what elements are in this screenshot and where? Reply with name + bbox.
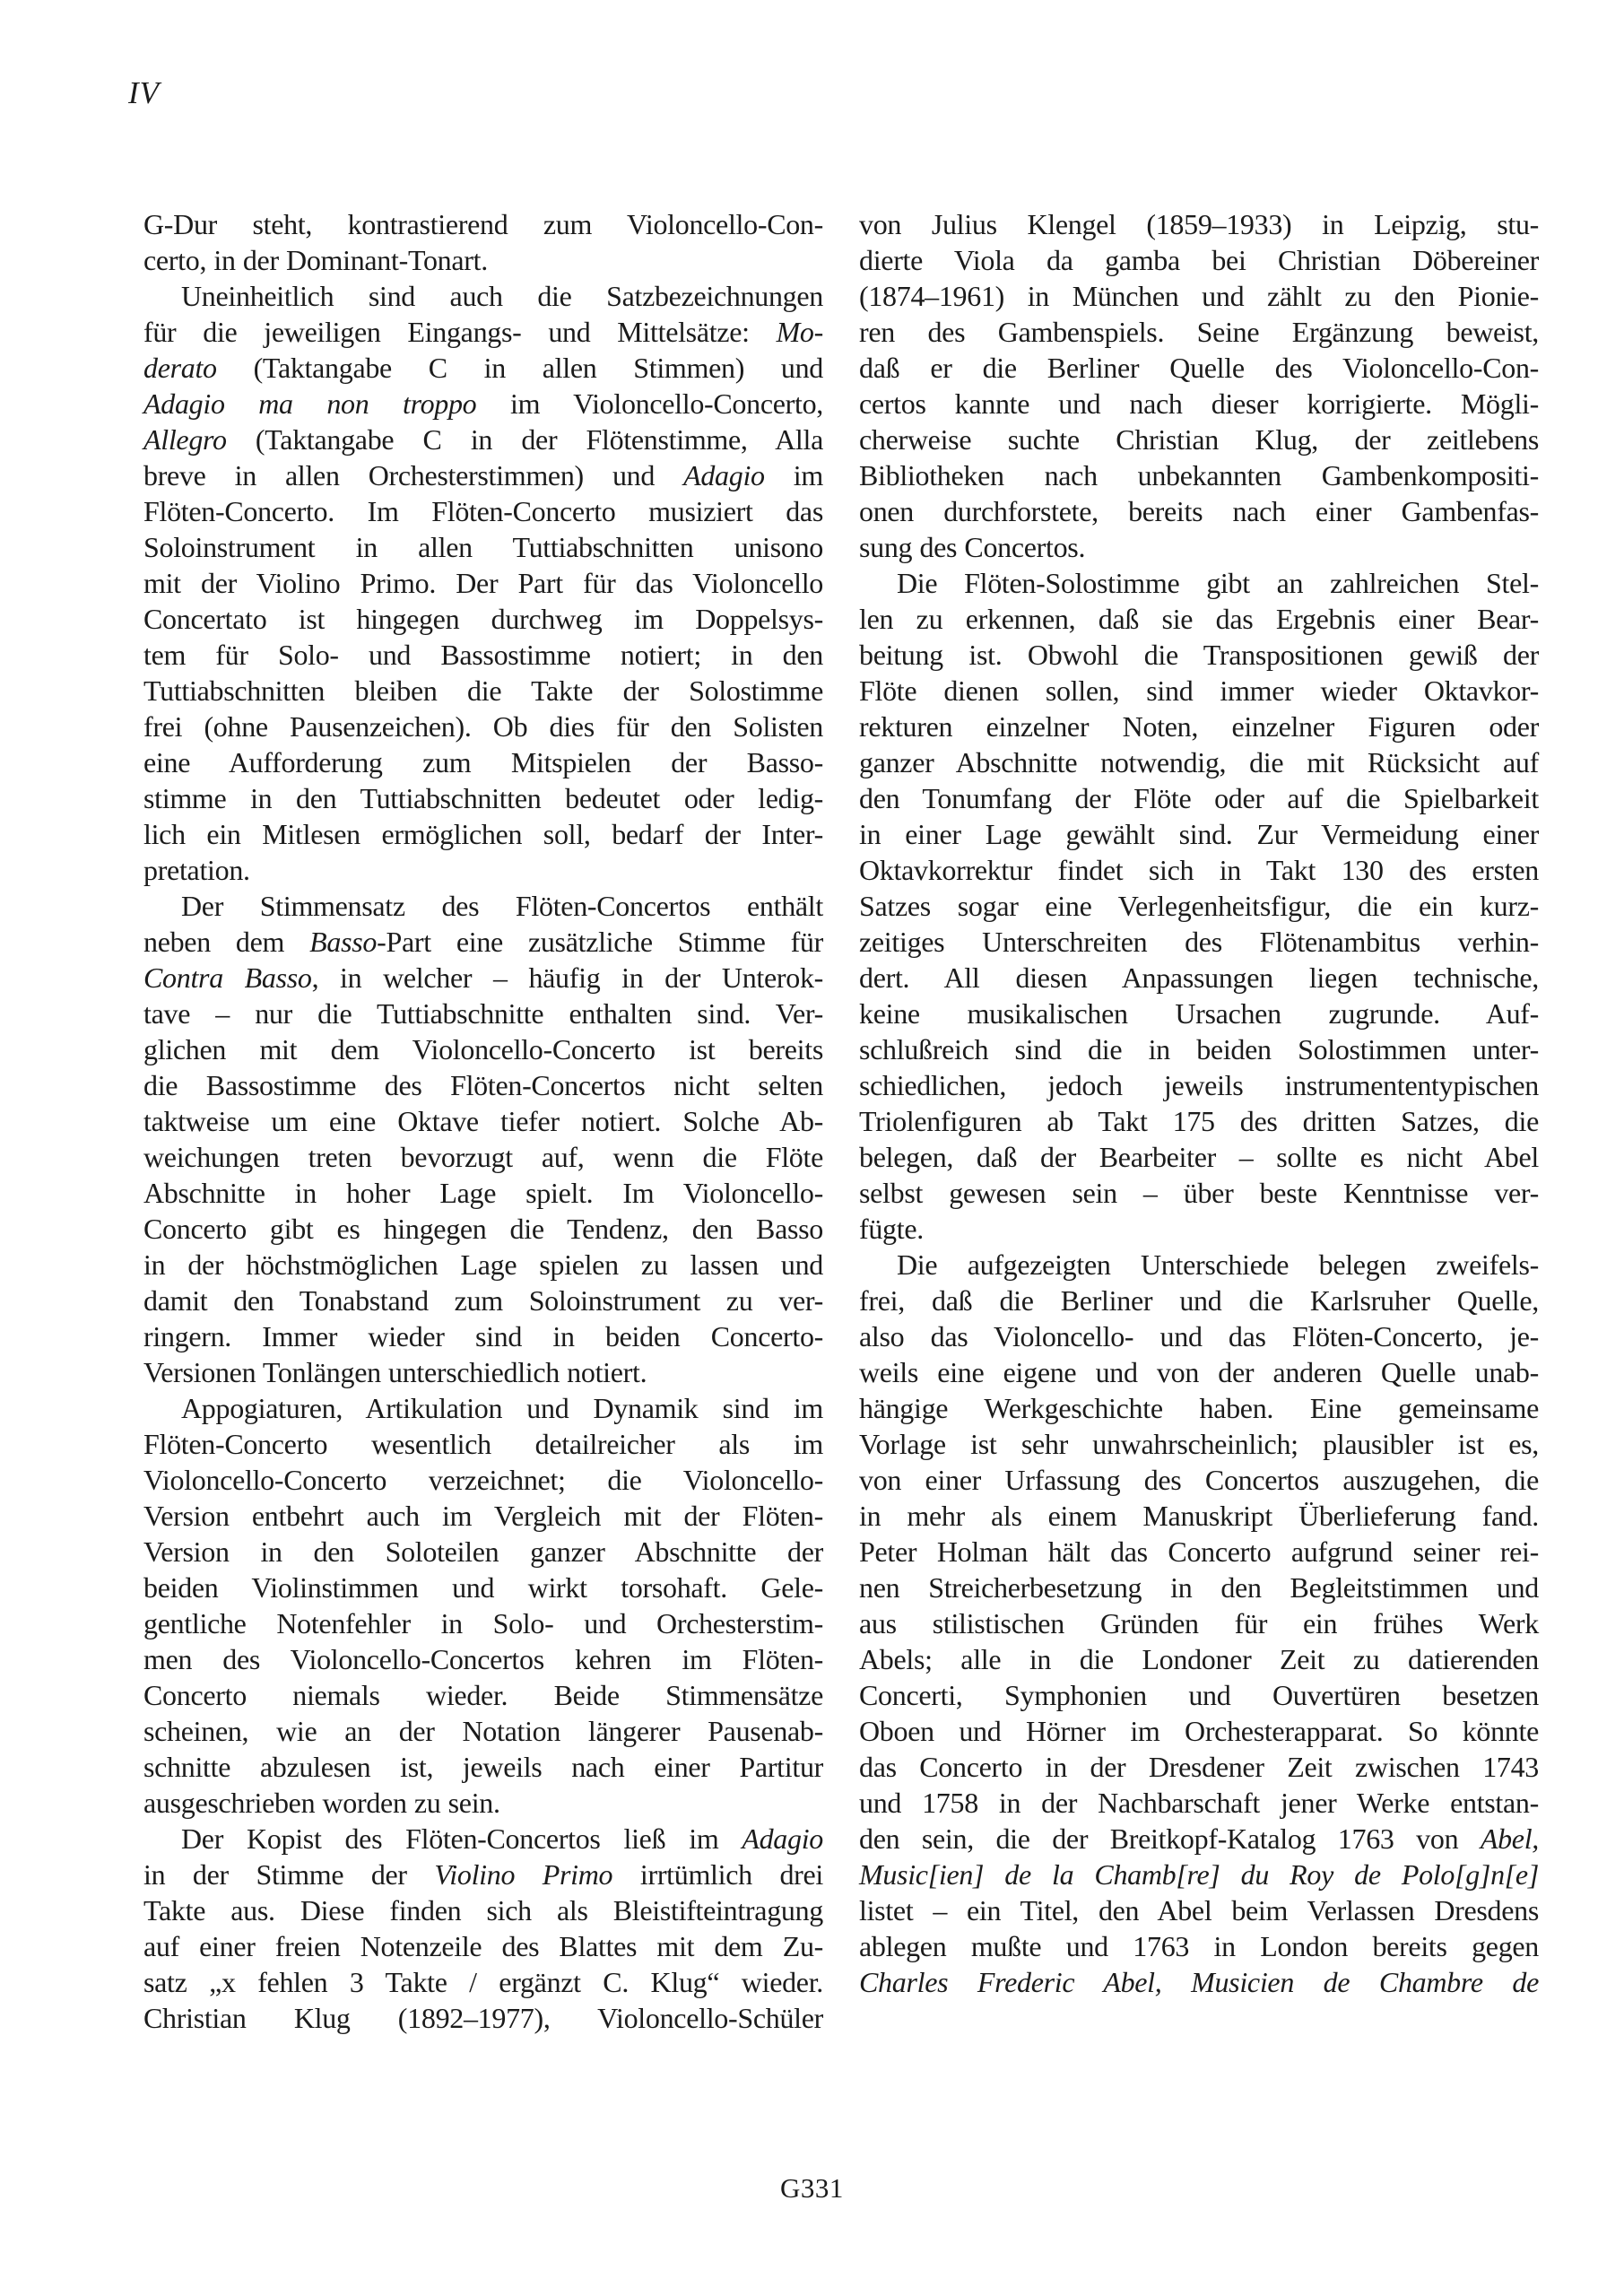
text-line — [859, 888, 1539, 924]
text-segment: Concerto niemals wieder. Beide Stimmensätze — [143, 1679, 823, 1711]
text-segment: weichungen treten bevorzugt auf, wenn die Flöte — [143, 1141, 823, 1173]
text-segment: damit den Tonabstand zum Soloinstrument zu ver- — [143, 1284, 823, 1317]
text-line — [859, 1283, 1539, 1318]
text-segment: hängige Werkgeschichte haben. Eine gemeinsame — [859, 1392, 1539, 1424]
italic-text-segment: Adagio — [742, 1822, 823, 1855]
text-segment: ablegen mußte und 1763 in London bereits gegen — [859, 1930, 1539, 1962]
text-segment: im — [764, 459, 823, 491]
text-segment: dert. All diesen Anpassungen liegen technische, — [859, 961, 1539, 994]
text-line — [143, 1498, 823, 1534]
text-segment: fügte. — [859, 1213, 924, 1245]
text-line — [143, 1570, 823, 1605]
text-segment: also das Violoncello- und das Flöten-Concerto, je- — [859, 1320, 1539, 1352]
text-line — [859, 780, 1539, 816]
text-line — [859, 1175, 1539, 1211]
text-line — [143, 1211, 823, 1247]
text-segment: Concertato ist hingegen durchweg im Doppelsys- — [143, 603, 823, 635]
text-segment: von Julius Klengel (1859–1933) in Leipzig, stu- — [859, 208, 1539, 240]
text-line — [143, 1390, 823, 1426]
text-segment: schlußreich sind die in beiden Solostimmen unter- — [859, 1033, 1539, 1065]
text-line — [859, 493, 1539, 529]
text-line — [143, 852, 823, 888]
text-line — [859, 816, 1539, 852]
text-line — [143, 1426, 823, 1462]
text-segment: Version in den Soloteilen ganzer Abschnitte der — [143, 1535, 823, 1568]
text-line — [143, 457, 823, 493]
text-segment: Peter Holman hält das Concerto aufgrund seiner rei- — [859, 1535, 1539, 1568]
text-segment: Versionen Tonlängen unterschiedlich notiert. — [143, 1356, 647, 1388]
text-segment: Die aufgezeigten Unterschiede belegen zweifels- — [897, 1248, 1539, 1281]
text-line — [143, 386, 823, 422]
plate-number-footer: G331 — [780, 2172, 844, 2204]
text-line — [859, 1641, 1539, 1677]
text-line — [143, 529, 823, 565]
text-segment: mit der Violino Primo. Der Part für das Violoncello — [143, 567, 823, 599]
text-segment: im Violoncello-Concerto, — [476, 387, 823, 420]
text-segment: gentliche Notenfehler in Solo- und Orchesterstim- — [143, 1607, 823, 1639]
text-segment: taktweise um eine Oktave tiefer notiert. Solche Ab- — [143, 1105, 823, 1137]
text-line — [859, 422, 1539, 457]
text-line — [859, 1749, 1539, 1785]
italic-text-segment: Allegro — [143, 423, 227, 456]
text-segment: und 1758 in der Nachbarschaft jener Werke entstan- — [859, 1787, 1539, 1819]
text-segment: Abschnitte in hoher Lage spielt. Im Violoncello- — [143, 1177, 823, 1209]
text-segment: Satzes sogar eine Verlegenheitsfigur, die ein kurz- — [859, 890, 1539, 922]
text-segment: sung des Concertos. — [859, 531, 1086, 563]
text-line — [143, 780, 823, 816]
page-number-header: IV — [128, 75, 161, 110]
text-line — [143, 924, 823, 960]
text-line — [859, 1211, 1539, 1247]
text-line — [859, 673, 1539, 709]
italic-text-segment: Basso — [309, 926, 378, 958]
italic-text-segment: Adagio ma non troppo — [143, 387, 477, 420]
text-segment: Der Stimmensatz des Flöten-Concertos enthält — [181, 890, 823, 922]
text-line — [143, 1713, 823, 1749]
text-segment: tave – nur die Tuttiabschnitte enthalten sind. Ver- — [143, 997, 823, 1030]
text-line — [143, 422, 823, 457]
right-column — [859, 206, 1539, 2000]
italic-text-segment: Music[ien] de la Chamb[re] du Roy de Polo[g]n[e] — [859, 1858, 1539, 1891]
text-line — [859, 1964, 1539, 2000]
text-line — [859, 386, 1539, 422]
text-segment: Violoncello-Concerto verzeichnet; die Violoncello- — [143, 1464, 823, 1496]
text-line — [859, 242, 1539, 278]
text-segment: -Part eine zusätzliche Stimme für — [377, 926, 823, 958]
text-line — [859, 1247, 1539, 1283]
text-segment: Christian Klug (1892–1977), Violoncello-Schüler — [143, 2002, 823, 2034]
text-segment: scheinen, wie an der Notation längerer Pausenab- — [143, 1715, 823, 1747]
text-line — [859, 1462, 1539, 1498]
text-segment: den Tonumfang der Flöte oder auf die Spielbarkeit — [859, 782, 1539, 814]
text-segment: die Bassostimme des Flöten-Concertos nicht selten — [143, 1069, 823, 1101]
text-segment: pretation. — [143, 854, 250, 886]
text-segment: satz „x fehlen 3 Takte / ergänzt C. Klug“ wieder. — [143, 1966, 823, 1998]
text-segment: daß er die Berliner Quelle des Violoncello-Con- — [859, 352, 1539, 384]
text-line — [143, 1785, 823, 1821]
text-segment: listet – ein Titel, den Abel beim Verlassen Dresdens — [859, 1894, 1539, 1926]
text-line — [859, 1067, 1539, 1103]
text-segment: weils eine eigene und von der anderen Quelle unab- — [859, 1356, 1539, 1388]
text-line — [143, 1964, 823, 2000]
text-line — [859, 1139, 1539, 1175]
text-segment: in der höchstmöglichen Lage spielen zu lassen und — [143, 1248, 823, 1281]
text-line — [143, 1247, 823, 1283]
text-line — [143, 673, 823, 709]
italic-text-segment: derato — [143, 352, 217, 384]
text-segment: zeitiges Unterschreiten des Flötenambitus verhin- — [859, 926, 1539, 958]
text-line — [143, 1605, 823, 1641]
text-segment: beiden Violinstimmen und wirkt torsohaft. Gele- — [143, 1571, 823, 1604]
text-line — [859, 529, 1539, 565]
text-line — [143, 242, 823, 278]
text-line — [859, 1605, 1539, 1641]
text-line — [859, 1318, 1539, 1354]
text-segment: Triolenfiguren ab Takt 175 des dritten Satzes, die — [859, 1105, 1539, 1137]
text-segment: irrtümlich drei — [612, 1858, 823, 1891]
text-segment: frei (ohne Pausenzeichen). Ob dies für den Solisten — [143, 710, 823, 743]
text-segment: frei, daß die Berliner und die Karlsruher Quelle, — [859, 1284, 1539, 1317]
text-segment: ganzer Abschnitte notwendig, die mit Rücksicht auf — [859, 746, 1539, 778]
text-line — [143, 1175, 823, 1211]
text-segment: onen durchforstete, bereits nach einer Gambenfas- — [859, 495, 1539, 527]
text-segment: ringern. Immer wieder sind in beiden Concerto- — [143, 1320, 823, 1352]
text-segment: belegen, daß der Bearbeiter – sollte es nicht Abel — [859, 1141, 1539, 1173]
text-line — [859, 206, 1539, 242]
text-line — [859, 1354, 1539, 1390]
italic-text-segment: Contra Basso — [143, 961, 312, 994]
text-line — [143, 1821, 823, 1857]
text-line — [143, 1283, 823, 1318]
text-segment: auf einer freien Notenzeile des Blattes mit dem Zu- — [143, 1930, 823, 1962]
text-line — [143, 1354, 823, 1390]
text-line — [143, 1677, 823, 1713]
text-segment: Concerti, Symphonien und Ouvertüren besetzen — [859, 1679, 1539, 1711]
text-line — [143, 816, 823, 852]
italic-text-segment: Violino Primo — [434, 1858, 613, 1891]
text-line — [859, 1857, 1539, 1892]
text-line — [143, 1462, 823, 1498]
text-line — [143, 1067, 823, 1103]
text-line — [143, 601, 823, 637]
text-segment: das Concerto in der Dresdener Zeit zwischen 1743 — [859, 1751, 1539, 1783]
text-segment: (1874–1961) in München und zählt zu den Pionie- — [859, 280, 1539, 312]
text-line — [859, 601, 1539, 637]
text-line — [143, 1318, 823, 1354]
text-line — [859, 996, 1539, 1031]
text-line — [859, 314, 1539, 350]
text-segment: Der Kopist des Flöten-Concertos ließ im — [181, 1822, 743, 1855]
text-segment: Flöte dienen sollen, sind immer wieder Oktavkor- — [859, 674, 1539, 707]
text-line — [859, 709, 1539, 744]
text-segment: Die Flöten-Solostimme gibt an zahlreichen Stel- — [897, 567, 1539, 599]
text-segment: Oboen und Hörner im Orchesterapparat. So könnte — [859, 1715, 1539, 1747]
text-line — [859, 1713, 1539, 1749]
text-line — [143, 350, 823, 386]
text-segment: von einer Urfassung des Concertos auszugehen, die — [859, 1464, 1539, 1496]
text-line — [143, 888, 823, 924]
text-segment: für die jeweiligen Eingangs- und Mittelsätze: — [143, 316, 777, 348]
text-line — [859, 1390, 1539, 1426]
text-segment: selbst gewesen sein – über beste Kenntnisse ver- — [859, 1177, 1539, 1209]
text-segment: eine Aufforderung zum Mitspielen der Basso- — [143, 746, 823, 778]
text-line — [859, 350, 1539, 386]
text-segment: ren des Gambenspiels. Seine Ergänzung beweist, — [859, 316, 1539, 348]
text-segment: Flöten-Concerto. Im Flöten-Concerto musiziert das — [143, 495, 823, 527]
text-segment: (Taktangabe C in allen Stimmen) und — [216, 352, 823, 384]
text-line — [859, 744, 1539, 780]
text-segment: nen Streicherbesetzung in den Begleitstimmen und — [859, 1571, 1539, 1604]
text-line — [859, 1677, 1539, 1713]
text-line — [143, 1139, 823, 1175]
text-segment: , in welcher – häufig in der Unterok- — [311, 961, 823, 994]
text-line — [143, 1892, 823, 1928]
italic-text-segment: Mo- — [776, 316, 823, 348]
text-line — [859, 1892, 1539, 1928]
text-segment: rekturen einzelner Noten, einzelner Figuren oder — [859, 710, 1539, 743]
text-line — [859, 637, 1539, 673]
italic-text-segment: Adagio — [683, 459, 765, 491]
text-segment: Vorlage ist sehr unwahrscheinlich; plausibler ist es, — [859, 1428, 1539, 1460]
text-segment: Concerto gibt es hingegen die Tendenz, den Basso — [143, 1213, 823, 1245]
text-line — [859, 1570, 1539, 1605]
text-line — [859, 1785, 1539, 1821]
text-segment: tem für Solo- und Bassostimme notiert; in den — [143, 639, 823, 671]
text-segment: men des Violoncello-Concertos kehren im Flöten- — [143, 1643, 823, 1675]
text-segment: cherweise suchte Christian Klug, der zeitlebens — [859, 423, 1539, 456]
text-segment: len zu erkennen, daß sie das Ergebnis einer Bear- — [859, 603, 1539, 635]
text-segment: Abels; alle in die Londoner Zeit zu datierenden — [859, 1643, 1539, 1675]
text-segment: Takte aus. Diese finden sich als Bleistifteintragung — [143, 1894, 823, 1926]
text-line — [143, 206, 823, 242]
text-segment: lich ein Mitlesen ermöglichen soll, bedarf der Inter- — [143, 818, 823, 850]
text-line — [143, 1031, 823, 1067]
text-segment: Bibliotheken nach unbekannten Gambenkompositi- — [859, 459, 1539, 491]
text-line — [859, 1426, 1539, 1462]
italic-text-segment: Charles Frederic Abel, Musicien de Chambre de — [859, 1966, 1539, 1998]
text-line — [143, 1103, 823, 1139]
text-segment: glichen mit dem Violoncello-Concerto ist bereits — [143, 1033, 823, 1065]
text-segment: Flöten-Concerto wesentlich detailreicher als im — [143, 1428, 823, 1460]
text-segment: in einer Lage gewählt sind. Zur Vermeidung einer — [859, 818, 1539, 850]
text-line — [859, 1031, 1539, 1067]
text-line — [143, 314, 823, 350]
text-line — [143, 1928, 823, 1964]
text-line — [859, 1821, 1539, 1857]
text-segment: aus stilistischen Gründen für ein frühes Werk — [859, 1607, 1539, 1639]
text-segment: stimme in den Tuttiabschnitten bedeutet oder ledig- — [143, 782, 823, 814]
text-segment: dierte Viola da gamba bei Christian Döbereiner — [859, 244, 1539, 276]
text-line — [143, 565, 823, 601]
text-line — [859, 1498, 1539, 1534]
text-line — [143, 2000, 823, 2036]
text-segment: Oktavkorrektur findet sich in Takt 130 des ersten — [859, 854, 1539, 886]
text-line — [143, 493, 823, 529]
text-line — [143, 709, 823, 744]
text-segment: in mehr als einem Manuskript Überlieferung fand. — [859, 1500, 1539, 1532]
text-line — [859, 1534, 1539, 1570]
text-segment: Uneinheitlich sind auch die Satzbezeichnungen — [181, 280, 823, 312]
text-line — [143, 1857, 823, 1892]
text-line — [859, 457, 1539, 493]
text-segment: breve in allen Orchesterstimmen) und — [143, 459, 684, 491]
text-segment: certo, in der Dominant-Tonart. — [143, 244, 488, 276]
italic-text-segment: Abel, — [1480, 1822, 1539, 1855]
text-line — [859, 278, 1539, 314]
left-column — [143, 206, 823, 2036]
text-line — [859, 852, 1539, 888]
text-segment: Appogiaturen, Artikulation und Dynamik sind im — [181, 1392, 823, 1424]
text-line — [143, 1641, 823, 1677]
text-segment: Soloinstrument in allen Tuttiabschnitten unisono — [143, 531, 823, 563]
text-segment: (Taktangabe C in der Flötenstimme, Alla — [226, 423, 823, 456]
text-segment: beitung ist. Obwohl die Transpositionen gewiß der — [859, 639, 1539, 671]
text-segment: Tuttiabschnitten bleiben die Takte der Solostimme — [143, 674, 823, 707]
text-line — [143, 1534, 823, 1570]
text-segment: in der Stimme der — [143, 1858, 435, 1891]
text-segment: Version entbehrt auch im Vergleich mit der Flöten- — [143, 1500, 823, 1532]
text-line — [143, 960, 823, 996]
text-segment: schiedlichen, jedoch jeweils instrumententypischen — [859, 1069, 1539, 1101]
text-line — [143, 996, 823, 1031]
text-segment: keine musikalischen Ursachen zugrunde. Auf- — [859, 997, 1539, 1030]
text-segment: G-Dur steht, kontrastierend zum Violoncello-Con- — [143, 208, 823, 240]
text-line — [143, 744, 823, 780]
text-segment: certos kannte und nach dieser korrigierte. Mögli- — [859, 387, 1539, 420]
text-line — [859, 565, 1539, 601]
text-line — [859, 924, 1539, 960]
text-line — [859, 960, 1539, 996]
text-segment: schnitte abzulesen ist, jeweils nach einer Partitur — [143, 1751, 823, 1783]
text-line — [143, 1749, 823, 1785]
text-segment: neben dem — [143, 926, 310, 958]
text-line — [859, 1928, 1539, 1964]
text-segment: ausgeschrieben worden zu sein. — [143, 1787, 500, 1819]
text-line — [143, 278, 823, 314]
text-line — [859, 1103, 1539, 1139]
text-line — [143, 637, 823, 673]
text-segment: den sein, die der Breitkopf-Katalog 1763 von — [859, 1822, 1481, 1855]
